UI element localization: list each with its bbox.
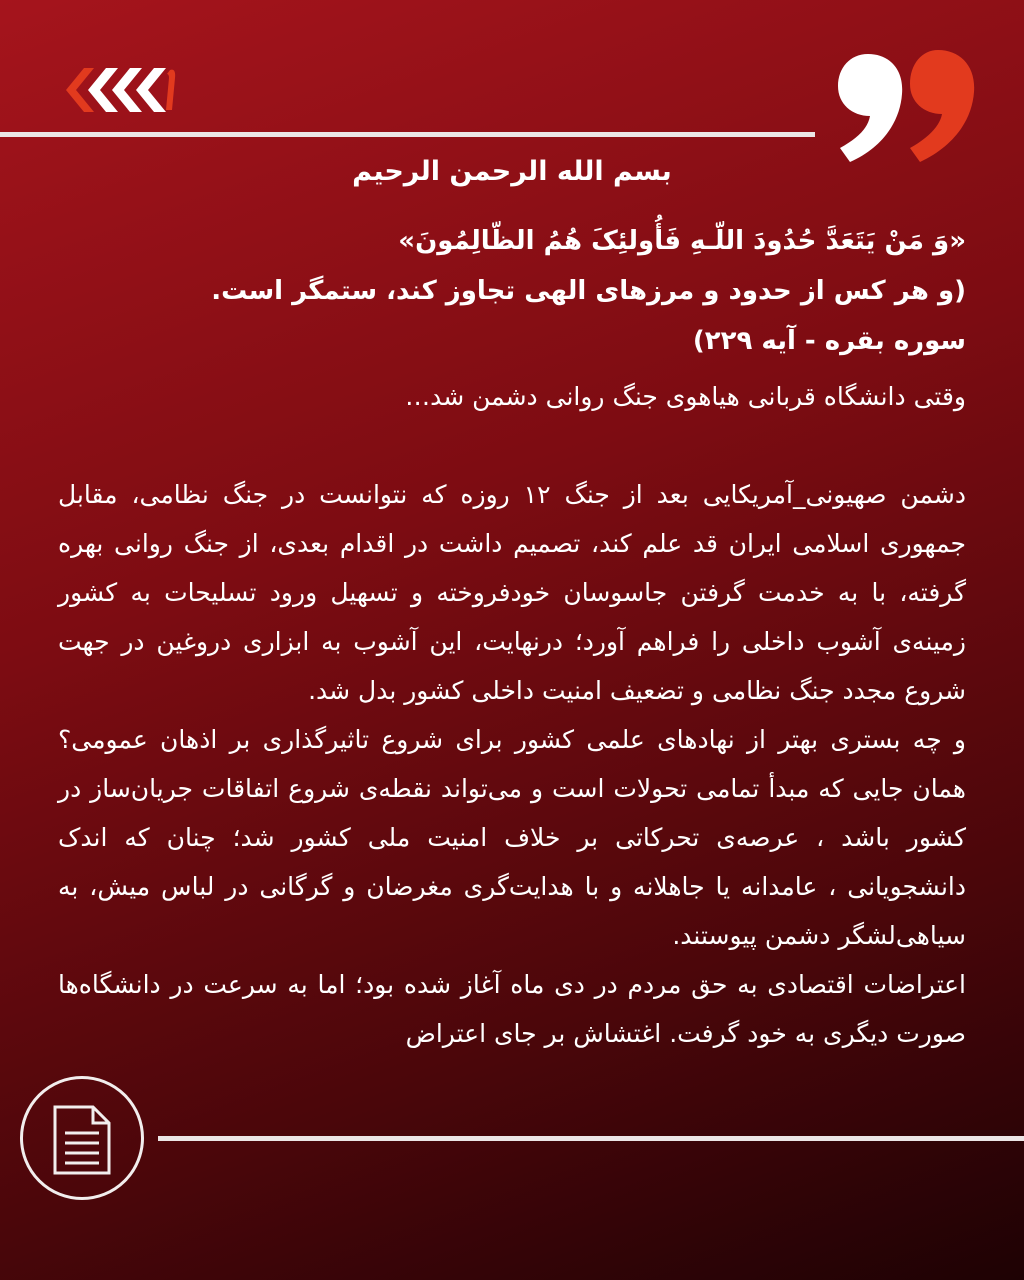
paragraph: و چه بستری بهتر از نهادهای علمی کشور برای شروع تاثیرگذاری بر اذهان عمومی؟ همان جایی که مبدأ تمامی تحولات است و می‌تواند نقطه‌ی شروع اتفاقات جریان‌ساز در کشور باشد ، عرصه‌ی تحرکاتی بر خلاف امنیت ملی کشور شد؛ چنان که اندک دانشجویانی ، عامدانه یا جاهلانه و با هدایت‌گری مغرضان و گرگانی در لباس میش، به سیاهی‌لشگر دشمن پیوستند.	[58, 725, 966, 950]
basmala-heading: بسم الله الرحمن الرحیم	[352, 156, 672, 187]
article-body	[58, 372, 966, 1058]
paragraph: دشمن صهیونی_آمریکایی بعد از جنگ ۱۲ روزه که نتوانست در جنگ نظامی، مقابل جمهوری اسلامی ایران قد علم کند، تصمیم داشت در اقدام بعدی، از جنگ روانی بهره گرفته، با به خدمت گرفتن جاسوسان خودفروخته و تسهیل ورود تسلیحات به کشور زمینه‌ی آشوب داخلی را فراهم آورد؛ درنهایت، این آشوب به ابزاری دروغین در جهت شروع مجدد جنگ نظامی و تضعیف امنیت داخلی کشور بدل شد.	[58, 480, 966, 705]
verse-translation: (و هر کس از حدود و مرزهای الهی تجاوز کند، ستمگر است.	[211, 276, 966, 306]
verse-reference: سوره بقره - آیه ۲۲۹)	[692, 326, 966, 356]
verse-arabic: «وَ مَنْ یَتَعَدَّ حُدُودَ اللّـهِ فَأُولئِکَ هُمُ الظّالِمُونَ»	[398, 226, 966, 256]
closing-quote-icon	[828, 44, 978, 166]
intro-line: وقتی دانشگاه قربانی هیاهوی جنگ روانی دشمن شد…	[405, 382, 966, 411]
verse-block	[58, 216, 966, 366]
bottom-divider	[158, 1136, 1024, 1141]
document-icon	[20, 1076, 144, 1200]
spacer	[58, 421, 966, 470]
top-divider	[0, 132, 815, 137]
paragraph: اعتراضات اقتصادی به حق مردم در دی ماه آغاز شده بود؛ اما به سرعت در دانشگاه‌ها صورت دیگری به خود گرفت. اغتشاش بر جای اعتراض	[58, 970, 966, 1048]
chevron-arrows-logo	[64, 64, 180, 116]
article-content	[58, 150, 966, 1058]
